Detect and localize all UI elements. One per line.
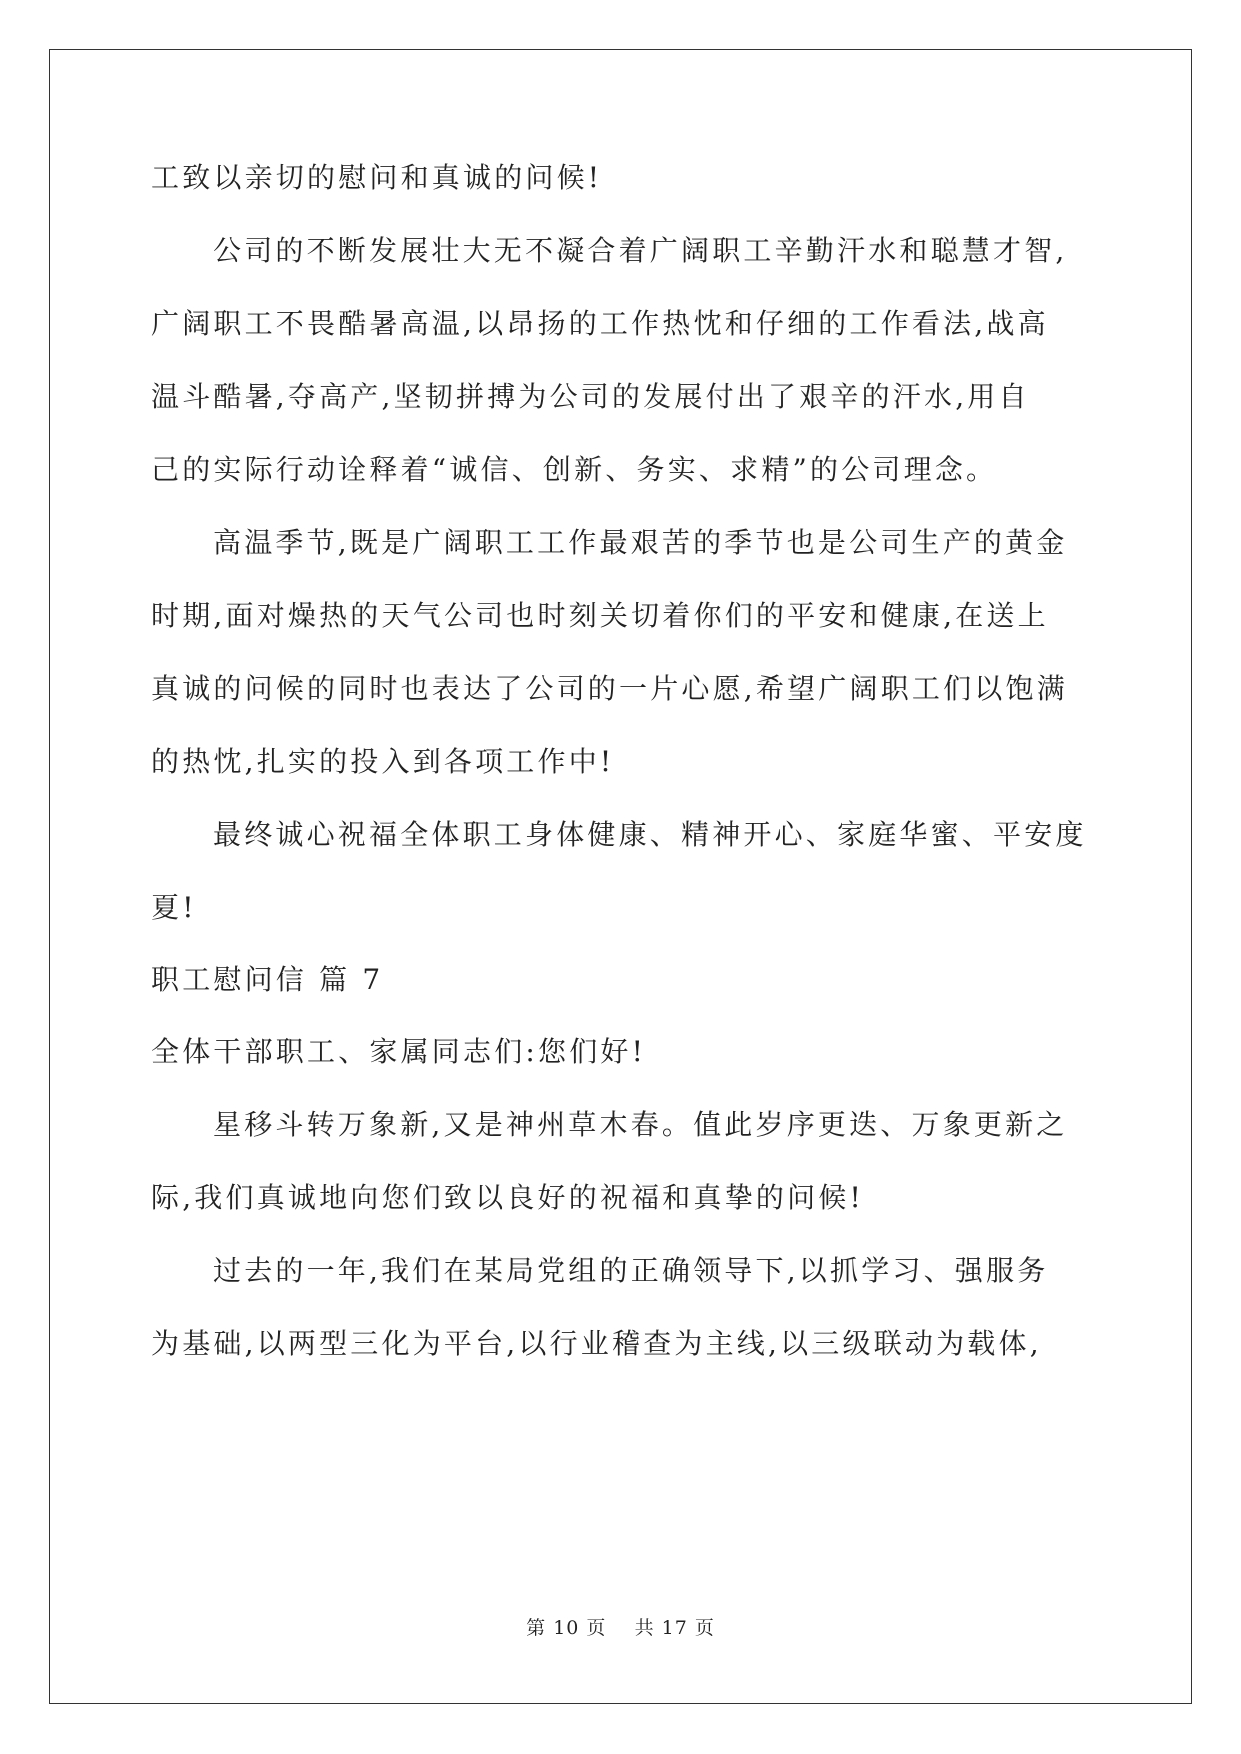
text-line: 时期,面对燥热的天气公司也时刻关切着你们的平安和健康,在送上 [151,599,1049,632]
page-border [49,49,1192,1704]
text-line: 际,我们真诚地向您们致以良好的祝福和真挚的问候! [151,1181,864,1214]
section-heading: 职工慰问信 篇 7 [151,963,384,996]
text-line: 广阔职工不畏酷暑高温,以昂扬的工作热忱和仔细的工作看法,战高 [151,307,1049,340]
paragraph-start-line: 高温季节,既是广阔职工工作最艰苦的季节也是公司生产的黄金 [213,526,1068,559]
text-line: 为基础,以两型三化为平台,以行业稽查为主线,以三级联动为载体, [151,1327,1042,1360]
page-number-footer: 第 10 页 共 17 页 [526,1617,715,1639]
text-line: 夏! [151,891,197,924]
text-line: 己的实际行动诠释着“诚信、创新、务实、求精”的公司理念。 [151,453,998,486]
text-line: 的热忱,扎实的投入到各项工作中! [151,745,615,778]
paragraph-start-line: 过去的一年,我们在某局党组的正确领导下,以抓学习、强服务 [213,1254,1049,1287]
salutation-line: 全体干部职工、家属同志们:您们好! [151,1035,647,1068]
paragraph-start-line: 公司的不断发展壮大无不凝合着广阔职工辛勤汗水和聪慧才智, [213,234,1068,267]
text-line: 真诚的问候的同时也表达了公司的一片心愿,希望广阔职工们以饱满 [151,672,1068,705]
text-line: 工致以亲切的慰问和真诚的问候! [151,161,603,194]
paragraph-start-line: 最终诚心祝福全体职工身体健康、精神开心、家庭华蜜、平安度 [213,818,1087,851]
paragraph-start-line: 星移斗转万象新,又是神州草木春。值此岁序更迭、万象更新之 [213,1108,1068,1141]
text-line: 温斗酷暑,夺高产,坚韧拼搏为公司的发展付出了艰辛的汗水,用自 [151,380,1030,413]
